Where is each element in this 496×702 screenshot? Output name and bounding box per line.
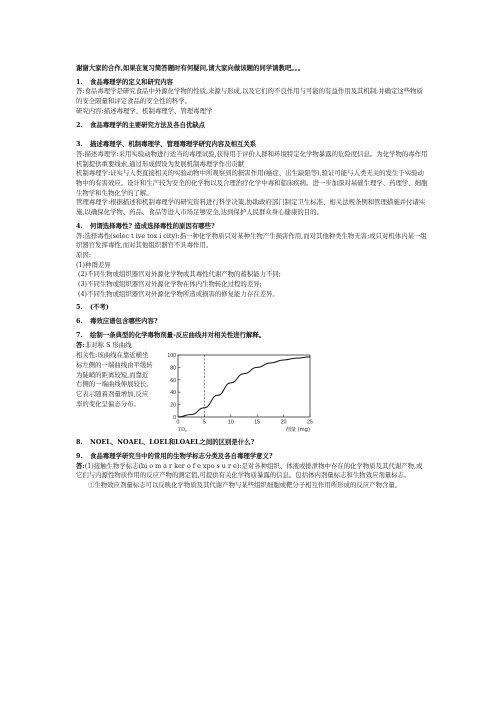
question-1-number: 1.	[76, 77, 83, 86]
question-7-title: 绘制一条典型的化学毒物剂量-反应曲线并对相关性进行解释。	[90, 330, 266, 339]
question-9-answer-label: 答:	[76, 461, 85, 470]
figure-row	[76, 351, 428, 434]
question-7-heading	[76, 331, 428, 341]
question-2-number: 2.	[76, 120, 83, 129]
question-4-reason-2: (2)不同生物或组织器官对外源化学物或其毒性代谢产物的蓄积能力不同;	[78, 270, 281, 279]
question-2-heading	[76, 121, 428, 131]
y-tick-label: 100	[167, 353, 176, 360]
question-9-answer	[76, 462, 428, 481]
question-7-answer-first: 非对称 S 形曲线	[84, 340, 132, 349]
question-3-title: 描述毒理学、机制毒理学、管理毒理学研究内容及相互关系	[90, 140, 257, 149]
question-7-answer-line	[76, 341, 428, 351]
x-tick-label: 10	[227, 419, 234, 426]
question-4-reason-label: 原因:	[76, 250, 91, 259]
question-5-heading	[76, 303, 428, 313]
dose-response-svg	[160, 351, 316, 434]
x-tick-label: 15	[254, 419, 261, 426]
y-tick-label: 80	[170, 365, 176, 372]
question-4-number: 4.	[76, 221, 83, 230]
question-4-reason-4: (4)不同生物或组织器官对外源化学物所造成损害的修复能力存在差异。	[78, 289, 279, 298]
question-1-content: 研究内容:描述毒理学、机制毒理学、管理毒理学	[76, 106, 213, 115]
question-9-heading	[76, 452, 428, 462]
y-tick-label: 0	[173, 415, 176, 422]
question-1-heading	[76, 78, 428, 88]
question-4-title: 何谓选择毒性? 造成选择毒性的原因有哪些?	[90, 221, 215, 230]
question-3-regulatory: 管理毒理学:根据描述和机制毒理学的研究资料进行科学决策,协助政府部门制定卫生标准、相关法规条例和管理措施并付诸实施,以确保化学物、药品、食品等进入市场足够安全,达到保护人民群众身心健康的目的。	[76, 198, 426, 217]
question-9-answer-text: (1)接触生物学标志(bi o m a r ker o f e xpo s u r e):是对各种组织、体液或排泄物中存在的化学物质及其代谢产物,或它们与内源性物质作用的反应产物的测定值,可提供有关化学物质暴露的信息。包括体内剂量标志和生物效应剂量标志。	[76, 461, 423, 480]
y-tick-label: 20	[170, 402, 176, 409]
y-tick-label: 60	[170, 378, 176, 385]
x-axis-left-label: TD₀	[178, 427, 187, 434]
question-3-heading	[76, 140, 428, 150]
question-4-heading	[76, 222, 428, 232]
spacer	[76, 130, 428, 136]
question-6-number: 6.	[76, 317, 83, 326]
dose-response-curve	[178, 357, 310, 417]
x-axis-label: 剂量 (mg)	[285, 427, 310, 434]
question-7-number: 7.	[76, 330, 83, 339]
question-2-title: 食品毒理学的主要研究方法及各自优缺点	[90, 120, 206, 129]
question-4-reason-3: (3)不同生物或组织器官对外源化学物在体内生物转化过程的差异;	[78, 280, 262, 289]
question-8-title: NOEL、NOAEL、LOEL和LOAEL之间的区别是什么?	[90, 438, 255, 447]
dose-response-chart	[160, 351, 316, 434]
question-9-subpoint: ①生物效应剂量标志可以反映化学物质及其代谢产物与某些组织细胞或靶分子相互作用所形成的反应产物含量。	[88, 481, 402, 490]
x-tick-label: 0	[176, 419, 180, 426]
question-3-mechanistic: 机制毒理学:证实与人类直接相关的实验动物中所观察到的损害作用(癌症、出生缺陷等),验证可能与人类无关的发生于实验动物中的有害效应。设计和生产较为安全的化学物以及合理治疗化学中毒和临床疾病。进一步加深对基础生理学、药理学、细胞生物学和生物化学的了解。	[76, 169, 428, 197]
question-9-title: 食品毒理学研究当中的常用的生物学标志分类及各自毒理学意义?	[90, 451, 273, 460]
question-8-heading	[76, 438, 428, 448]
question-5-number: 5.	[76, 303, 83, 312]
chart-frame	[178, 355, 310, 417]
question-1-answer: 答:食品毒理学是研究食品中外源化学物的性质,来源与形成,以及它们的不良作用与可能的有益作用及其机制,并确定这些物质的安全限量和评定食品的安全性的科学。	[76, 87, 423, 106]
y-tick-label: 40	[170, 390, 176, 397]
question-3-descriptive: 答:描述毒理学:采用实验动物进行适当的毒理试验,获得用于评价人群和环境特定化学物暴露的危险度信息。为化学物的毒作用机制提供重要线索,通过形成假设为发展机制毒理学作出贡献	[76, 149, 428, 168]
document-page	[76, 64, 428, 491]
question-8-number: 8.	[76, 438, 83, 447]
question-7-answer-label: 答:	[76, 340, 85, 349]
x-tick-label: 20	[280, 419, 287, 426]
question-6-title: 毒效应谱包含哪些内容?	[90, 317, 158, 326]
question-4-reason-1: (1)种群差异	[76, 260, 111, 269]
x-tick-label: 5	[202, 419, 206, 426]
question-4-answer: 答:选择毒性(selec t ive tox i city):指一种化学物质只对某种生物产生损害作用,而对其他种类生物无害;或只对机体内某一组织器官发挥毒性,而对其他组织器官不具毒作用。	[76, 231, 427, 250]
question-5-title: (不考)	[90, 303, 109, 312]
question-1-title: 食品毒理学的定义和研究内容	[90, 77, 174, 86]
x-tick-label: 25	[307, 419, 313, 426]
question-7-explanation: 相关性:该曲线在靠近横坐标左侧的一端曲线由平缓转为陡峭的距离较短,而靠近右侧的一端曲线伸展较长,它表示随着剂量增加,反应率的变化呈偏态分布。	[76, 351, 153, 408]
question-9-number: 9.	[76, 451, 83, 460]
question-3-number: 3.	[76, 140, 83, 149]
question-6-heading	[76, 317, 428, 327]
intro-note: 谢谢大家的合作,如果在复习简答题时有何疑问,请大家向做该题的同学请教吧。。。	[76, 64, 305, 72]
